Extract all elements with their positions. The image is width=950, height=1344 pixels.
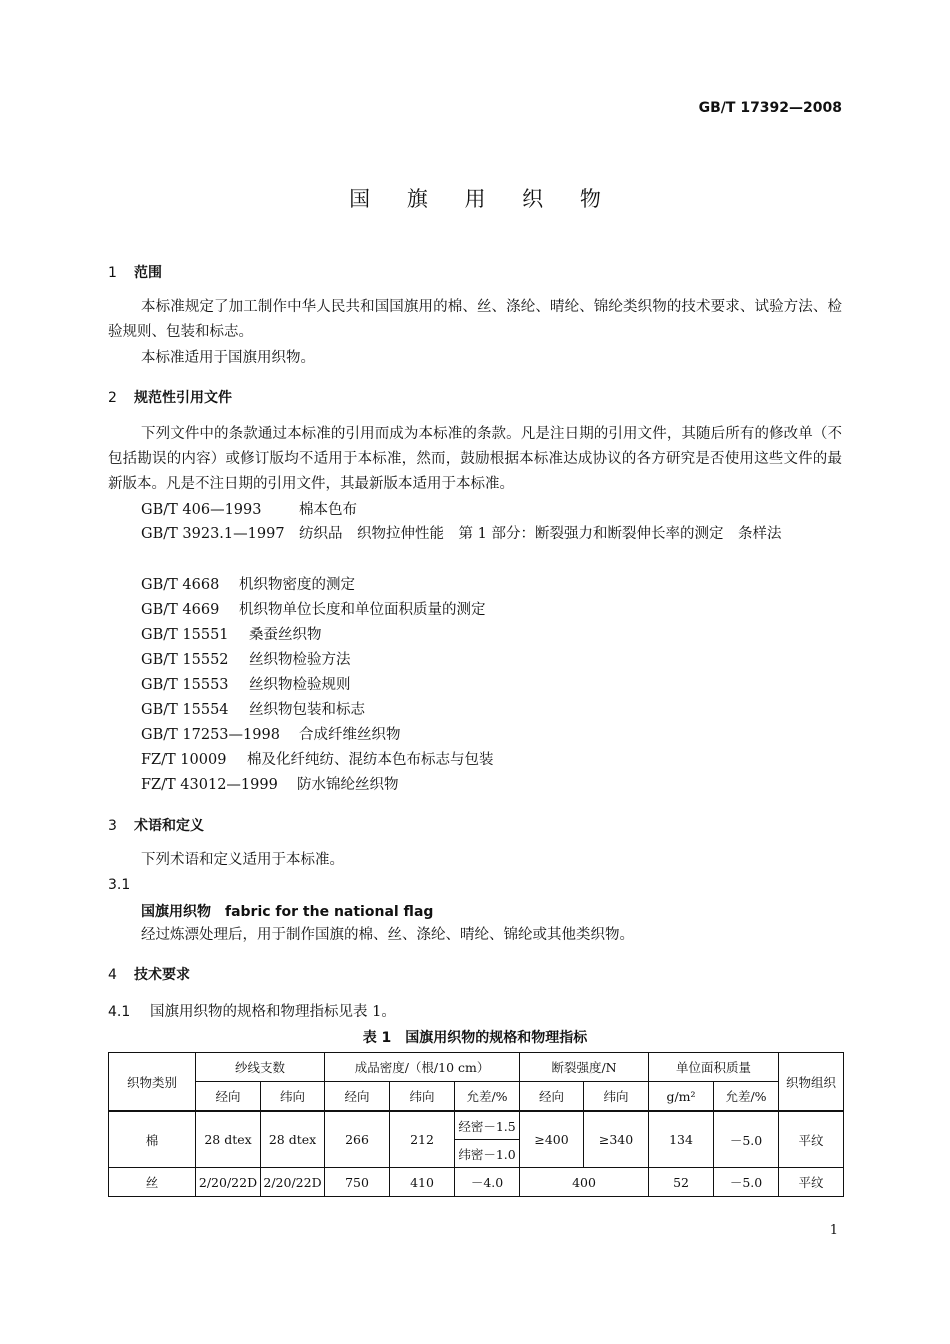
table-row	[109, 1111, 844, 1140]
reference-code: GB/T 15553	[141, 677, 229, 693]
reference-code: GB/T 17253—1998	[141, 727, 280, 743]
cell-strength-weft: ≥340	[584, 1111, 649, 1168]
term-english: fabric for the national flag	[225, 904, 434, 920]
cell-yarn-warp: 2/20/22D	[196, 1168, 261, 1197]
reference-name: 纺织品 织物拉伸性能 第 1 部分：断裂强力和断裂伸长率的测定 条样法	[299, 526, 782, 542]
reference-code: GB/T 15554	[141, 702, 229, 718]
reference-item	[141, 773, 399, 794]
subheader-warp: 经向	[196, 1082, 261, 1112]
reference-item	[141, 698, 365, 719]
reference-item	[141, 573, 355, 594]
subheader-warp: 经向	[325, 1082, 390, 1112]
cell-tolerance: －4.0	[455, 1168, 520, 1197]
table-caption: 表 1 国旗用织物的规格和物理指标	[362, 1030, 588, 1046]
reference-item	[141, 673, 351, 694]
reference-item	[141, 498, 357, 519]
term-chinese: 国旗用织物	[141, 904, 211, 920]
reference-item	[141, 598, 486, 619]
reference-code: GB/T 4669	[141, 602, 220, 618]
subsection-number: 3.1	[108, 877, 131, 893]
cell-tolerance-warp: 经密－1.5	[455, 1111, 520, 1140]
reference-name: 机织物密度的测定	[239, 577, 355, 593]
standard-code: GB/T 17392—2008	[698, 100, 842, 116]
cell-gsm-tolerance: －5.0	[714, 1168, 779, 1197]
reference-name: 丝织物检验方法	[249, 652, 351, 668]
section-number: 2	[108, 390, 117, 406]
reference-code: GB/T 406—1993	[141, 502, 262, 518]
section-3-paragraph-1: 下列术语和定义适用于本标准。	[141, 852, 344, 868]
section-title: 术语和定义	[134, 818, 204, 834]
reference-name: 合成纤维丝织物	[299, 727, 401, 743]
section-3-heading	[108, 815, 204, 835]
section-number: 3	[108, 818, 117, 834]
cell-category: 丝	[109, 1168, 196, 1197]
cell-category: 棉	[109, 1111, 196, 1168]
section-1-paragraph-2: 本标准适用于国旗用织物。	[141, 350, 315, 366]
subsection-text: 国旗用织物的规格和物理指标见表 1。	[150, 1004, 396, 1020]
reference-code: GB/T 3923.1—1997	[141, 526, 285, 542]
section-1-heading	[108, 262, 162, 282]
reference-name: 桑蚕丝织物	[249, 627, 322, 643]
subheader-weft: 纬向	[261, 1082, 325, 1112]
reference-code: GB/T 4668	[141, 577, 220, 593]
cell-strength-warp: ≥400	[520, 1111, 584, 1168]
cell-weave: 平纹	[779, 1111, 844, 1168]
cell-yarn-warp: 28 dtex	[196, 1111, 261, 1168]
subsection-4-1	[108, 1000, 396, 1021]
page-number: 1	[829, 1223, 838, 1238]
reference-item	[141, 648, 351, 669]
document-title: 国 旗 用 织 物	[349, 187, 616, 211]
table-row	[109, 1168, 844, 1197]
subheader-tolerance: 允差/%	[714, 1082, 779, 1112]
section-title: 范围	[134, 265, 162, 281]
header-category: 织物类别	[109, 1053, 196, 1112]
reference-name: 棉及化纤纯纺、混纺本色布标志与包装	[247, 752, 494, 768]
section-title: 技术要求	[134, 967, 190, 983]
term-definition: 经过炼漂处理后，用于制作国旗的棉、丝、涤纶、晴纶、锦纶或其他类织物。	[141, 927, 634, 943]
section-number: 1	[108, 265, 117, 281]
header-density: 成品密度/（根/10 cm）	[325, 1053, 520, 1082]
reference-item	[108, 522, 842, 547]
subsection-number: 4.1	[108, 1004, 131, 1020]
header-mass: 单位面积质量	[649, 1053, 779, 1082]
reference-name: 丝织物检验规则	[249, 677, 351, 693]
reference-item	[141, 723, 401, 744]
section-4-heading	[108, 964, 190, 984]
header-strength: 断裂强度/N	[520, 1053, 649, 1082]
cell-gsm-tolerance: －5.0	[714, 1111, 779, 1168]
reference-code: GB/T 15551	[141, 627, 229, 643]
reference-item	[141, 748, 494, 769]
table-subheader-row	[109, 1082, 844, 1112]
cell-gsm: 52	[649, 1168, 714, 1197]
header-yarn-count: 纱线支数	[196, 1053, 325, 1082]
cell-gsm: 134	[649, 1111, 714, 1168]
subheader-weft: 纬向	[390, 1082, 455, 1112]
reference-name: 丝织物包装和标志	[249, 702, 365, 718]
cell-density-warp: 266	[325, 1111, 390, 1168]
cell-weave: 平纹	[779, 1168, 844, 1197]
section-title: 规范性引用文件	[134, 390, 232, 406]
cell-density-weft: 212	[390, 1111, 455, 1168]
section-2-paragraph-1: 下列文件中的条款通过本标准的引用而成为本标准的条款。凡是注日期的引用文件，其随后所有的修改单（不包括勘误的内容）或修订版均不适用于本标准，然而，鼓励根据本标准达成协议的各方研究是否使用这些文件的最新版本。凡是不注日期的引用文件，其最新版本适用于本标准。	[108, 426, 842, 492]
section-2-heading	[108, 387, 232, 407]
cell-density-weft: 410	[390, 1168, 455, 1197]
table-header-row	[109, 1053, 844, 1082]
term-entry	[141, 901, 433, 921]
cell-tolerance-weft: 纬密－1.0	[455, 1140, 520, 1168]
section-1-paragraph-1: 本标准规定了加工制作中华人民共和国国旗用的棉、丝、涤纶、晴纶、锦纶类织物的技术要求、试验方法、检验规则、包装和标志。	[108, 299, 842, 340]
spec-table	[108, 1052, 844, 1197]
reference-code: GB/T 15552	[141, 652, 229, 668]
reference-name: 机织物单位长度和单位面积质量的测定	[239, 602, 486, 618]
cell-yarn-weft: 28 dtex	[261, 1111, 325, 1168]
reference-code: FZ/T 10009	[141, 752, 227, 768]
reference-item	[141, 623, 322, 644]
subheader-warp: 经向	[520, 1082, 584, 1112]
subheader-gsm: g/m²	[649, 1082, 714, 1112]
cell-density-warp: 750	[325, 1168, 390, 1197]
cell-strength: 400	[520, 1168, 649, 1197]
cell-yarn-weft: 2/20/22D	[261, 1168, 325, 1197]
subheader-weft: 纬向	[584, 1082, 649, 1112]
reference-code: FZ/T 43012—1999	[141, 777, 278, 793]
section-number: 4	[108, 967, 117, 983]
reference-name: 棉本色布	[299, 502, 357, 518]
subheader-tolerance: 允差/%	[455, 1082, 520, 1112]
header-weave: 织物组织	[779, 1053, 844, 1112]
reference-name: 防水锦纶丝织物	[297, 777, 399, 793]
